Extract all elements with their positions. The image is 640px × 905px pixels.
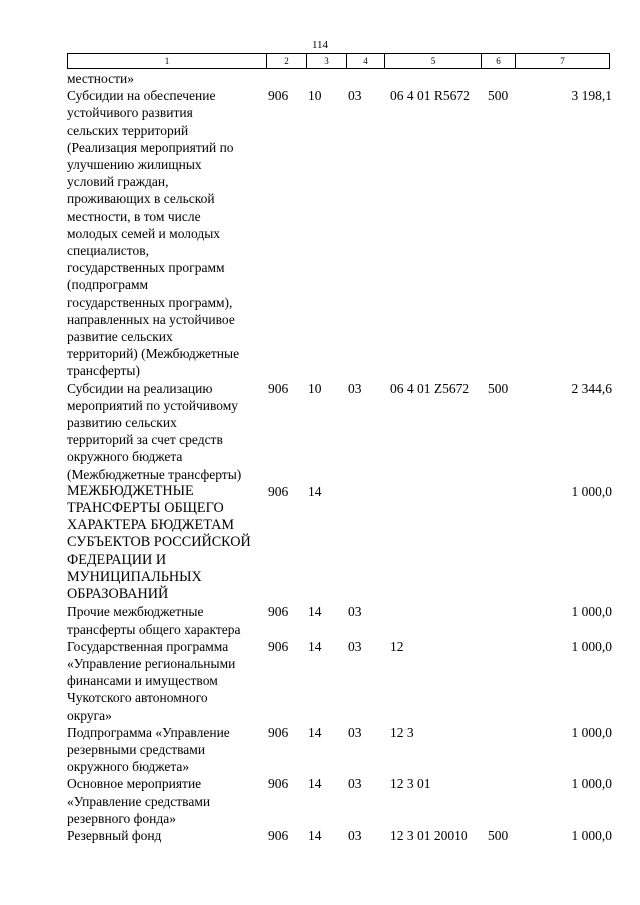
row-col-2: 906 [268,724,289,740]
row-col-3: 10 [308,88,322,104]
table-row [67,775,612,827]
header-col-2: 2 [267,54,307,68]
row-name: Подпрограмма «Управление резервными средствами окружного бюджета» [67,724,230,775]
row-col-6 [488,724,526,776]
row-col-7: 1 000,0 [571,604,612,620]
row-col-4: 03 [348,604,362,620]
row-col-5: 12 3 01 [390,776,431,792]
row-col-7: 1 000,0 [571,776,612,792]
header-col-3: 3 [307,54,347,68]
page-number: 114 [311,39,329,51]
row-col-7: 1 000,0 [571,638,612,654]
header-col-4: 4 [347,54,385,68]
continuation-row [67,70,612,87]
row-name: Государственная программа «Управление региональными финансами и имуществом Чукотского автономного округа» [67,638,236,723]
row-col-7: 1 000,0 [571,483,612,499]
table-row [67,724,612,776]
row-col-5: 06 4 01 Z5672 [390,380,470,396]
row-col-5: 12 3 [390,724,414,740]
row-col-3: 14 [308,776,322,792]
row-name: Резервный фонд [67,827,162,843]
row-col-4: 03 [348,380,362,396]
row-col-7: 2 344,6 [571,380,612,396]
row-col-6: 500 [488,88,509,104]
row-col-7: 3 198,1 [571,88,612,104]
header-col-7: 7 [560,56,565,66]
row-col-4: 03 [348,638,362,654]
row-name: Субсидии на реализацию мероприятий по устойчивому развитию сельских территорий за счет средств окружного бюджета (Межбюджетные трансферты) [67,380,242,482]
row-col-6 [488,775,526,827]
row-col-6: 500 [488,380,509,396]
row-col-5 [390,603,488,637]
row-col-2: 906 [268,483,289,499]
row-name: Субсидии на обеспечение устойчивого развития сельских территорий (Реализация мероприятий по улучшению жилищных условий граждан, проживающих в сельской местности, в том числе молодых семей и молодых специалистов, государственных программ (подпрограмм государственных программ), направленных на устойчивое развитие сельских территорий) (Межбюджетные трансферты) [67,88,240,379]
row-col-4: 03 [348,776,362,792]
row-col-7: 1 000,0 [571,724,612,740]
row-name: Прочие межбюджетные трансферты общего характера [67,604,241,637]
table-row [67,87,612,379]
header-col-6: 6 [482,54,516,68]
row-col-5: 06 4 01 R5672 [390,88,470,104]
row-col-2: 906 [268,604,289,620]
row-col-4: 03 [348,724,362,740]
row-col-4: 03 [348,88,362,104]
row-col-3: 14 [308,724,322,740]
row-col-6 [488,483,526,603]
header-col-5: 5 [385,54,482,68]
row-col-3: 10 [308,380,322,396]
row-col-4 [348,483,390,603]
row-col-3: 14 [308,827,322,843]
row-col-2: 906 [268,776,289,792]
continuation-text: местности» [67,71,134,86]
table-row [67,380,612,483]
row-col-3: 14 [308,638,322,654]
row-col-2: 906 [268,88,289,104]
row-col-6 [488,603,526,637]
table-header [67,53,610,69]
row-col-5 [390,483,488,603]
table-row [67,638,612,724]
row-col-5: 12 [390,638,404,654]
row-col-3: 14 [308,604,322,620]
row-col-4: 03 [348,827,362,843]
row-col-5: 12 3 01 20010 [390,827,468,843]
header-col-1: 1 [68,54,267,68]
table-row [67,483,612,603]
row-col-7: 1 000,0 [571,827,612,843]
table-body [67,70,612,844]
row-name: Основное мероприятие «Управление средствами резервного фонда» [67,776,211,826]
table-row [67,827,612,844]
table-row [67,603,612,637]
row-col-6: 500 [488,827,509,843]
row-col-3: 14 [308,483,322,499]
row-col-2: 906 [268,638,289,654]
row-col-6 [488,638,526,724]
row-col-2: 906 [268,380,289,396]
row-name: МЕЖБЮДЖЕТНЫЕ ТРАНСФЕРТЫ ОБЩЕГО ХАРАКТЕРА БЮДЖЕТАМ СУБЪЕКТОВ РОССИЙСКОЙ ФЕДЕРАЦИИ И МУНИЦИПАЛЬНЫХ ОБРАЗОВАНИЙ [67,482,251,603]
row-col-2: 906 [268,827,289,843]
